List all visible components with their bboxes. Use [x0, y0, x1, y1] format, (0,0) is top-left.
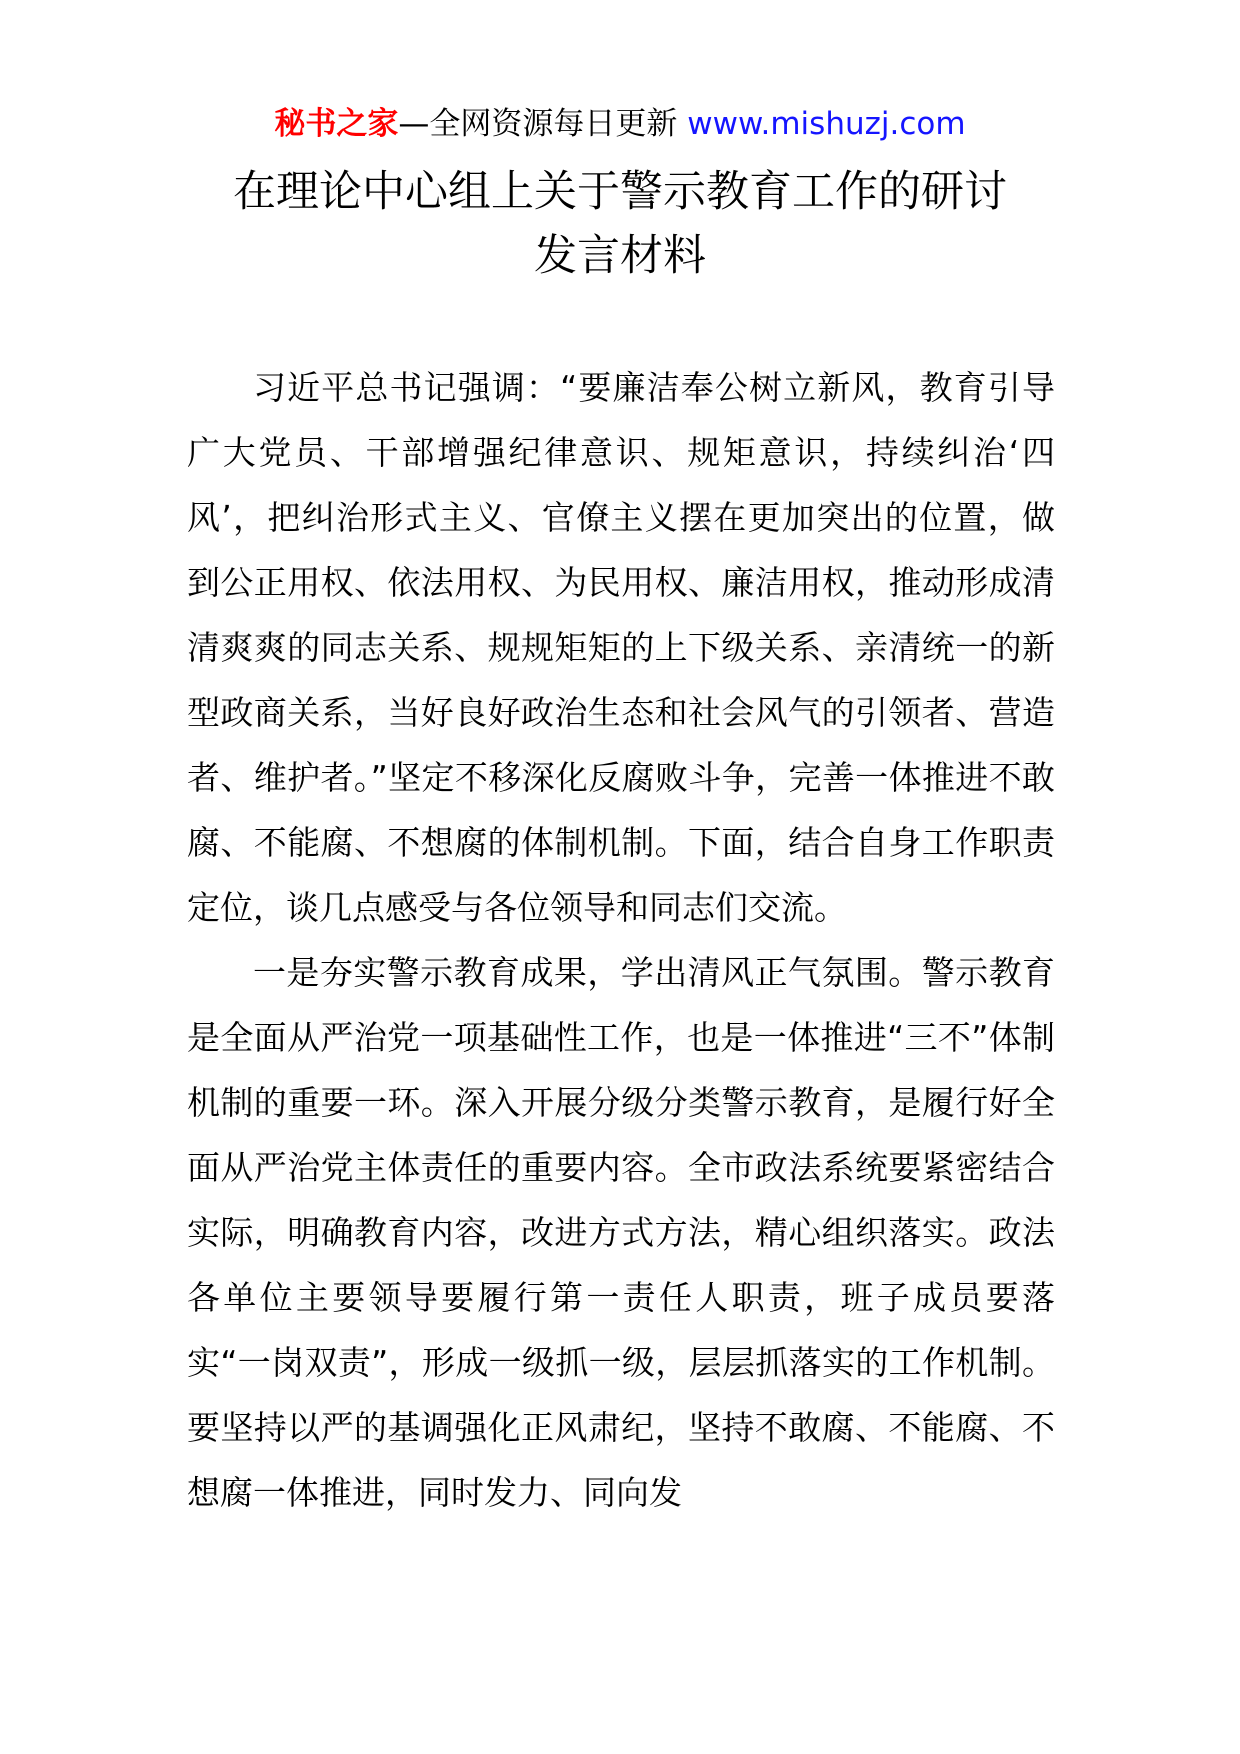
document-title [180, 160, 1060, 288]
paragraph-1-text: 习近平总书记强调：“要廉洁奉公树立新风，教育引导广大党员、干部增强纪律意识、规矩意识，持续纠治‘四风’，把纠治形式主义、官僚主义摆在更加突出的位置，做到公正用权、依法用权、为民用权、廉洁用权，推动形成清清爽爽的同志关系、规规矩矩的上下级关系、亲清统一的新型政商关系，当好良好政治生态和社会风气的引领者、营造者、维护者。”坚定不移深化反腐败斗争，完善一体推进不敢腐、不能腐、不想腐的体制机制。下面，结合自身工作职责定位，谈几点感受与各位领导和同志们交流。 [187, 368, 1055, 927]
paragraph-1 [187, 355, 1055, 940]
paragraph-2 [187, 940, 1055, 1525]
paragraph-2-lead: 一是夯实警示教育成果，学出清风正气氛围。 [253, 953, 922, 992]
title-line-2: 发言材料 [534, 231, 706, 281]
site-link[interactable]: www.mishuzj.com [687, 106, 966, 142]
title-line-1: 在理论中心组上关于警示教育工作的研讨 [233, 167, 1007, 217]
paragraph-2-text: 警示教育是全面从严治党一项基础性工作，也是一体推进“三不”体制机制的重要一环。深入开展分级分类警示教育，是履行好全面从严治党主体责任的重要内容。全市政法系统要紧密结合实际，明确教育内容，改进方式方法，精心组织落实。政法各单位主要领导要履行第一责任人职责，班子成员要落实“一岗双责”，形成一级抓一级，层层抓落实的工作机制。要坚持以严的基调强化正风肃纪，坚持不敢腐、不能腐、不想腐一体推进，同时发力、同向发 [187, 953, 1056, 1512]
brand-name: 秘书之家 [274, 106, 399, 142]
site-header [0, 104, 1240, 144]
document-body [187, 355, 1055, 1525]
header-tagline: —全网资源每日更新 [398, 106, 678, 142]
